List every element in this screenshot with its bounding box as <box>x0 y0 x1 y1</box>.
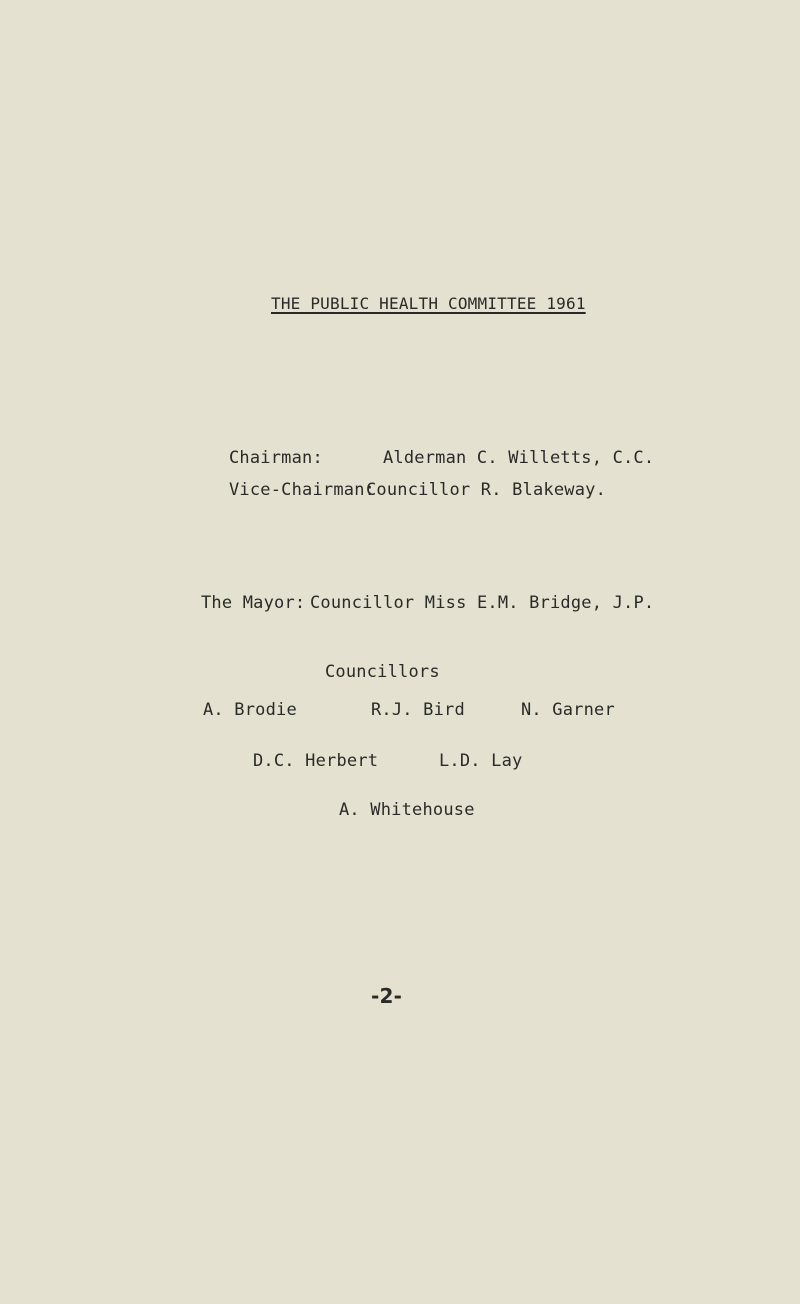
councillor-name: N. Garner <box>521 700 615 720</box>
councillor-name: L.D. Lay <box>439 751 523 771</box>
councillor-name: A. Brodie <box>203 700 297 720</box>
vice-chairman-role-label: Vice-Chairman: <box>229 480 376 500</box>
page-number: -2- <box>371 984 403 1008</box>
document-title: THE PUBLIC HEALTH COMMITTEE 1961 <box>271 294 586 313</box>
chairman-name: Alderman C. Willetts, C.C. <box>383 448 655 468</box>
vice-chairman-name: Councillor R. Blakeway. <box>366 480 607 500</box>
councillor-name: R.J. Bird <box>371 700 465 720</box>
councillor-name: D.C. Herbert <box>253 751 379 771</box>
councillor-name: A. Whitehouse <box>339 800 475 820</box>
mayor-role-label: The Mayor: <box>201 593 306 613</box>
councillors-heading: Councillors <box>325 662 440 682</box>
mayor-name: Councillor Miss E.M. Bridge, J.P. <box>310 593 655 613</box>
chairman-role-label: Chairman: <box>229 448 323 468</box>
